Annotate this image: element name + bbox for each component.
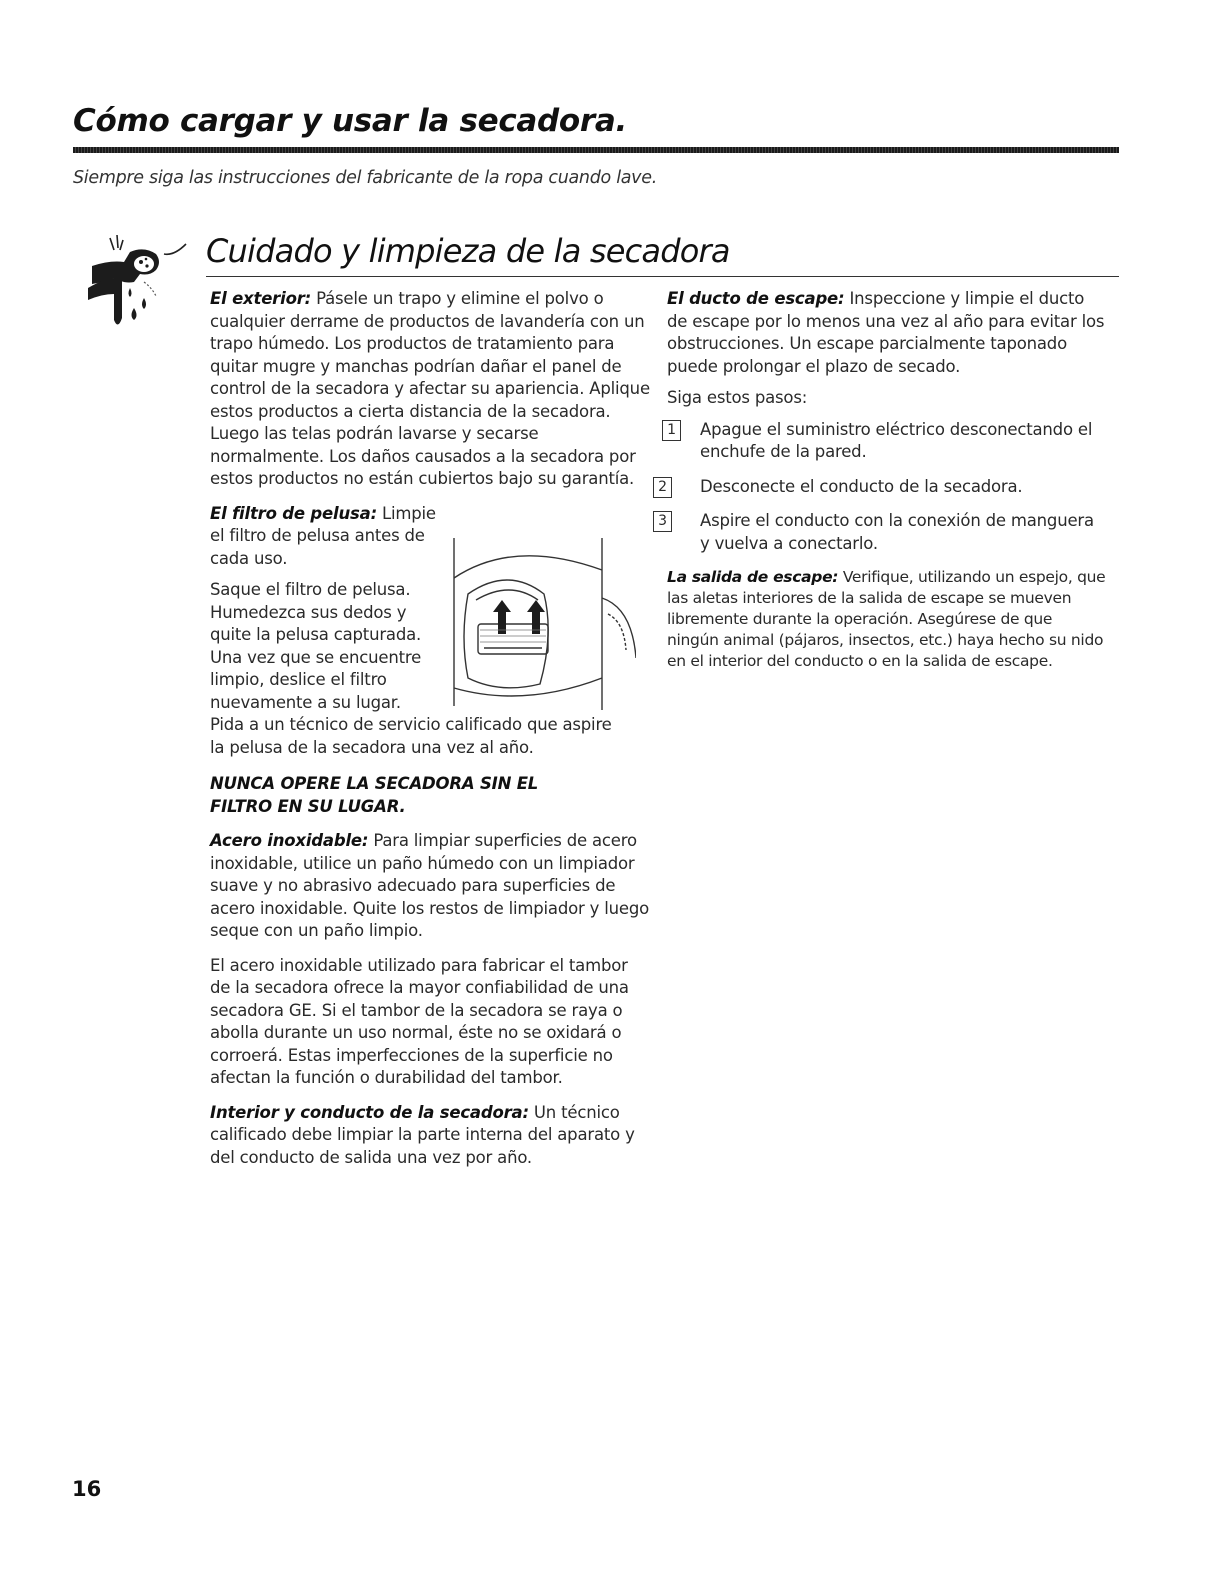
duct-lead: El ducto de escape: xyxy=(667,289,845,308)
interior-paragraph xyxy=(210,1102,650,1170)
step-1 xyxy=(667,419,1107,464)
lint-lead: El filtro de pelusa: xyxy=(210,503,377,523)
step-text: Aspire el conducto con la conexión de manguera y vuelva a conectarlo. xyxy=(700,511,1094,553)
step-number-box: 2 xyxy=(653,477,672,498)
exterior-lead: El exterior: xyxy=(210,289,312,308)
interior-text: Un técnico calificado debe limpiar la parte interna del aparato y del conducto de salida una vez por año. xyxy=(210,1102,635,1167)
outlet-lead: La salida de escape: xyxy=(667,568,839,586)
title-rule xyxy=(73,147,1119,153)
drum-paragraph: El acero inoxidable utilizado para fabricar el tambor de la secadora ofrece la mayor confiabilidad de una secadora GE. Si el tambor de la secadora se raya o abolla durante un uso normal, éste no se oxidará o corroerá. Estas imperfecciones de la superficie no afectan la función o durabilidad del tambor. xyxy=(210,955,629,1087)
steel-lead: Acero inoxidable: xyxy=(210,831,369,850)
lint-filter-illustration xyxy=(440,538,636,712)
duct-text: Inspeccione y limpie el ducto de escape por lo menos una vez al año para evitar los obstrucciones. Un escape parcialmente taponado puede prolongar el plazo de secado. xyxy=(667,289,1105,376)
lint-paragraph xyxy=(210,503,442,571)
exterior-paragraph xyxy=(210,288,650,491)
step-3 xyxy=(658,510,1107,555)
outlet-text: Verifique, utilizando un espejo, que las aletas interiores de la salida de escape se mueven libremente durante la operación. Asegúrese de que ningún animal (pájaros, insectos, etc.) haya hecho su nido en el interior del conducto o en la salida de escape. xyxy=(667,568,1106,670)
cleaning-sponge-icon xyxy=(86,232,198,350)
page-subtitle: Siempre siga las instrucciones del fabricante de la ropa cuando lave. xyxy=(73,168,657,188)
section-rule xyxy=(206,276,1119,277)
page-number: 16 xyxy=(72,1477,102,1501)
section-title: Cuidado y limpieza de la secadora xyxy=(206,232,730,270)
step-number-box: 3 xyxy=(653,511,672,532)
step-text: Desconecte el conducto de la secadora. xyxy=(700,476,1023,496)
interior-lead: Interior y conducto de la secadora: xyxy=(210,1102,529,1122)
steps-intro: Siga estos pasos: xyxy=(667,388,808,407)
lint-steps: Saque el filtro de pelusa. Humedezca sus dedos y quite la pelusa capturada. Una vez que se encuentre limpio, deslice el filtro nuevamente a su lugar. xyxy=(210,580,422,712)
warning-text: NUNCA OPERE LA SECADORA SIN EL FILTRO EN SU LUGAR. xyxy=(210,774,539,816)
lint-service: Pida a un técnico de servicio calificado que aspire la pelusa de la secadora una vez al año. xyxy=(210,715,612,757)
page-title: Cómo cargar y usar la secadora. xyxy=(73,103,628,139)
exterior-text: Pásele un trapo y elimine el polvo o cualquier derrame de productos de lavandería con un trapo húmedo. Los productos de tratamiento para quitar mugre y manchas podrían dañar el panel de control de la secadora y afectar su apariencia. Aplique estos productos a cierta distancia de la secadora. Luego las telas podrán lavarse y secarse normalmente. Los daños causados a la secadora por estos productos no están cubiertos bajo su garantía. xyxy=(210,289,650,488)
outlet-paragraph xyxy=(667,567,1107,672)
steel-paragraph xyxy=(210,830,650,943)
duct-paragraph xyxy=(667,288,1107,378)
step-2 xyxy=(658,476,1107,499)
right-column xyxy=(658,288,1107,681)
lint-text: Limpie el filtro de pelusa antes de cada uso. xyxy=(210,503,436,568)
step-number-box: 1 xyxy=(662,420,681,441)
left-column xyxy=(210,288,650,1178)
step-text: Apague el suministro eléctrico desconectando el enchufe de la pared. xyxy=(700,419,1093,461)
steel-text: Para limpiar superficies de acero inoxidable, utilice un paño húmedo con un limpiador suave y no abrasivo adecuado para superficies de acero inoxidable. Quite los restos de limpiador y luego seque con un paño limpio. xyxy=(210,831,649,940)
